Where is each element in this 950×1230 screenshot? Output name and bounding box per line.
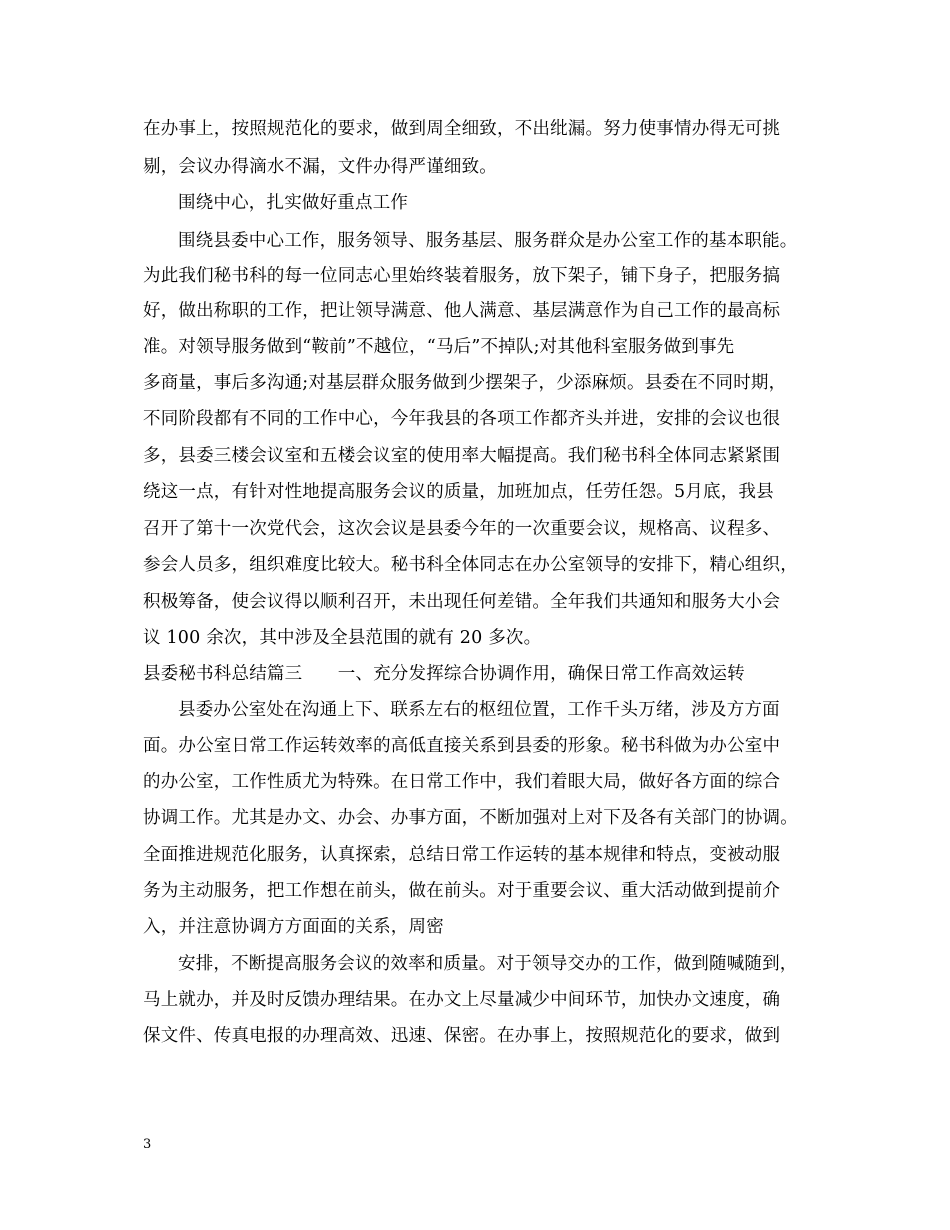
text-line: 绕这一点，有针对性地提高服务会议的质量，加班加点，任劳任怨。5月底，我县	[143, 482, 774, 502]
text-line: 围绕县委中心工作，服务领导、服务基层、服务群众是办公室工作的基本职能。	[178, 231, 798, 251]
text-line: 议 100 余次，其中涉及全县范围的就有 20 多次。	[143, 628, 542, 648]
text-line: 为此我们秘书科的每一位同志心里始终装着服务，放下架子，铺下身子，把服务搞	[143, 266, 781, 286]
text-line: 保文件、传真电报的办理高效、迅速、保密。在办事上，按照规范化的要求，做到	[143, 1026, 781, 1046]
text-line: 全面推进规范化服务，认真探索，总结日常工作运转的基本规律和特点，变被动服	[143, 845, 781, 865]
text-line: 多商量，事后多沟通;对基层群众服务做到少摆架子，少添麻烦。县委在不同时期，	[143, 373, 787, 393]
text-line: 多，县委三楼会议室和五楼会议室的使用率大幅提高。我们秘书科全体同志紧紧围	[143, 446, 781, 466]
text-line: 积极筹备，使会议得以顺利召开，未出现任何差错。全年我们共通知和服务大小会	[143, 592, 781, 612]
text-line: 县委办公室处在沟通上下、联系左右的枢纽位置，工作千头万绪，涉及方方面	[178, 700, 780, 720]
text-line: 在办事上，按照规范化的要求，做到周全细致，不出纰漏。努力使事情办得无可挑	[143, 119, 781, 139]
text-line: 剔，会议办得滴水不漏，文件办得严谨细致。	[143, 157, 497, 177]
page-number: 3	[143, 1137, 152, 1152]
section-heading: 围绕中心，扎实做好重点工作	[178, 193, 409, 213]
text-line: 务为主动服务，把工作想在前头，做在前头。对于重要会议、重大活动做到提前介	[143, 881, 781, 901]
text-line: 准。对领导服务做到“鞍前”不越位，“马后”不掉队;对其他科室服务做到事先	[143, 337, 735, 357]
text-line: 参会人员多，组织难度比较大。秘书科全体同志在办公室领导的安排下，精心组织，	[143, 555, 798, 575]
section-heading: 县委秘书科总结篇三 一、充分发挥综合协调作用，确保日常工作高效运转	[143, 664, 745, 684]
text-line: 的办公室，工作性质尤为特殊。在日常工作中，我们着眼大局，做好各方面的综合	[143, 772, 781, 792]
text-line: 协调工作。尤其是办文、办会、办事方面，不断加强对上对下及各有关部门的协调。	[143, 808, 798, 828]
text-line: 不同阶段都有不同的工作中心，今年我县的各项工作都齐头并进，安排的会议也很	[143, 409, 781, 429]
text-line: 召开了第十一次党代会，这次会议是县委今年的一次重要会议，规格高、议程多、	[143, 519, 781, 539]
text-line: 入，并注意协调方方面面的关系，周密	[143, 917, 444, 937]
text-line: 面。办公室日常工作运转效率的高低直接关系到县委的形象。秘书科做为办公室中	[143, 736, 781, 756]
text-line: 安排，不断提高服务会议的效率和质量。对于领导交办的工作，做到随喊随到，	[178, 954, 798, 974]
text-line: 马上就办，并及时反馈办理结果。在办文上尽量减少中间环节，加快办文速度，确	[143, 990, 781, 1010]
text-line: 好，做出称职的工作，把让领导满意、他人满意、基层满意作为自己工作的最高标	[143, 301, 781, 321]
